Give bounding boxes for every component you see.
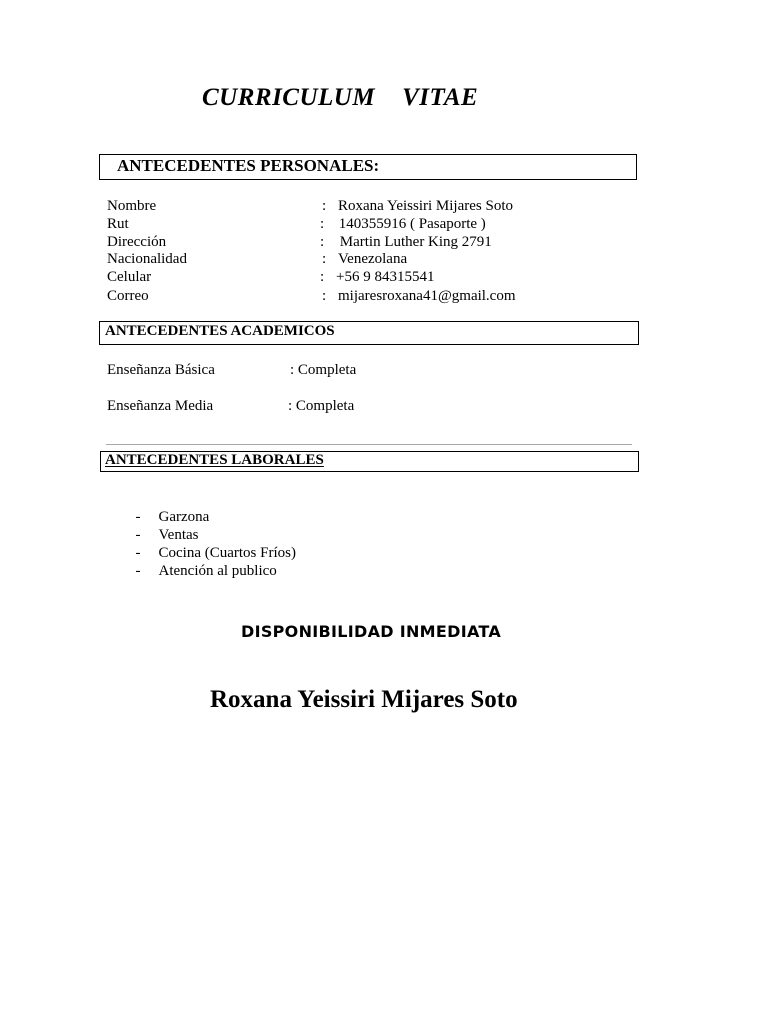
work-item-label: Garzona bbox=[158, 509, 210, 525]
work-list-item bbox=[128, 544, 277, 580]
personal-value: Roxana Yeissiri Mijares Soto bbox=[338, 198, 514, 214]
list-bullet: - bbox=[135, 509, 141, 525]
personal-separator: : bbox=[322, 288, 327, 304]
personal-label: Correo bbox=[107, 288, 149, 304]
document-title: CURRICULUM VITAE bbox=[202, 84, 479, 111]
list-bullet: - bbox=[135, 563, 141, 579]
list-bullet: - bbox=[135, 527, 141, 543]
work-section-heading: ANTECEDENTES LABORALES bbox=[105, 452, 324, 468]
personal-separator: : bbox=[320, 216, 325, 232]
academic-label: Enseñanza Básica bbox=[107, 362, 215, 378]
academic-label: Enseñanza Media bbox=[107, 398, 214, 414]
personal-section-heading: ANTECEDENTES PERSONALES: bbox=[117, 156, 380, 175]
work-item-label: Cocina (Cuartos Fríos) bbox=[158, 545, 296, 561]
personal-value: mijaresroxana41@gmail.com bbox=[338, 288, 516, 304]
academic-section-heading: ANTECEDENTES ACADEMICOS bbox=[105, 323, 335, 339]
personal-value: Martin Luther King 2791 bbox=[336, 234, 492, 250]
personal-separator: : bbox=[320, 269, 325, 285]
personal-label: Rut bbox=[107, 216, 129, 232]
list-bullet: - bbox=[135, 545, 141, 561]
academic-value: : Completa bbox=[288, 398, 355, 414]
personal-separator: : bbox=[322, 198, 327, 214]
section-divider bbox=[106, 444, 632, 445]
personal-label: Dirección bbox=[107, 234, 167, 250]
personal-separator: : bbox=[320, 234, 325, 250]
personal-value: 140355916 ( Pasaporte ) bbox=[335, 216, 486, 232]
academic-value: : Completa bbox=[290, 362, 357, 378]
personal-label: Nacionalidad bbox=[107, 251, 187, 267]
personal-value: +56 9 84315541 bbox=[336, 269, 435, 285]
personal-label: Nombre bbox=[107, 198, 157, 214]
personal-value: Venezolana bbox=[338, 251, 408, 267]
personal-label: Celular bbox=[107, 269, 152, 285]
signature-name: Roxana Yeissiri Mijares Soto bbox=[210, 686, 518, 713]
work-item-label: Atención al publico bbox=[158, 563, 277, 579]
work-item-label: Ventas bbox=[158, 527, 199, 543]
availability-note: DISPONIBILIDAD INMEDIATA bbox=[241, 622, 502, 641]
personal-separator: : bbox=[322, 251, 327, 267]
